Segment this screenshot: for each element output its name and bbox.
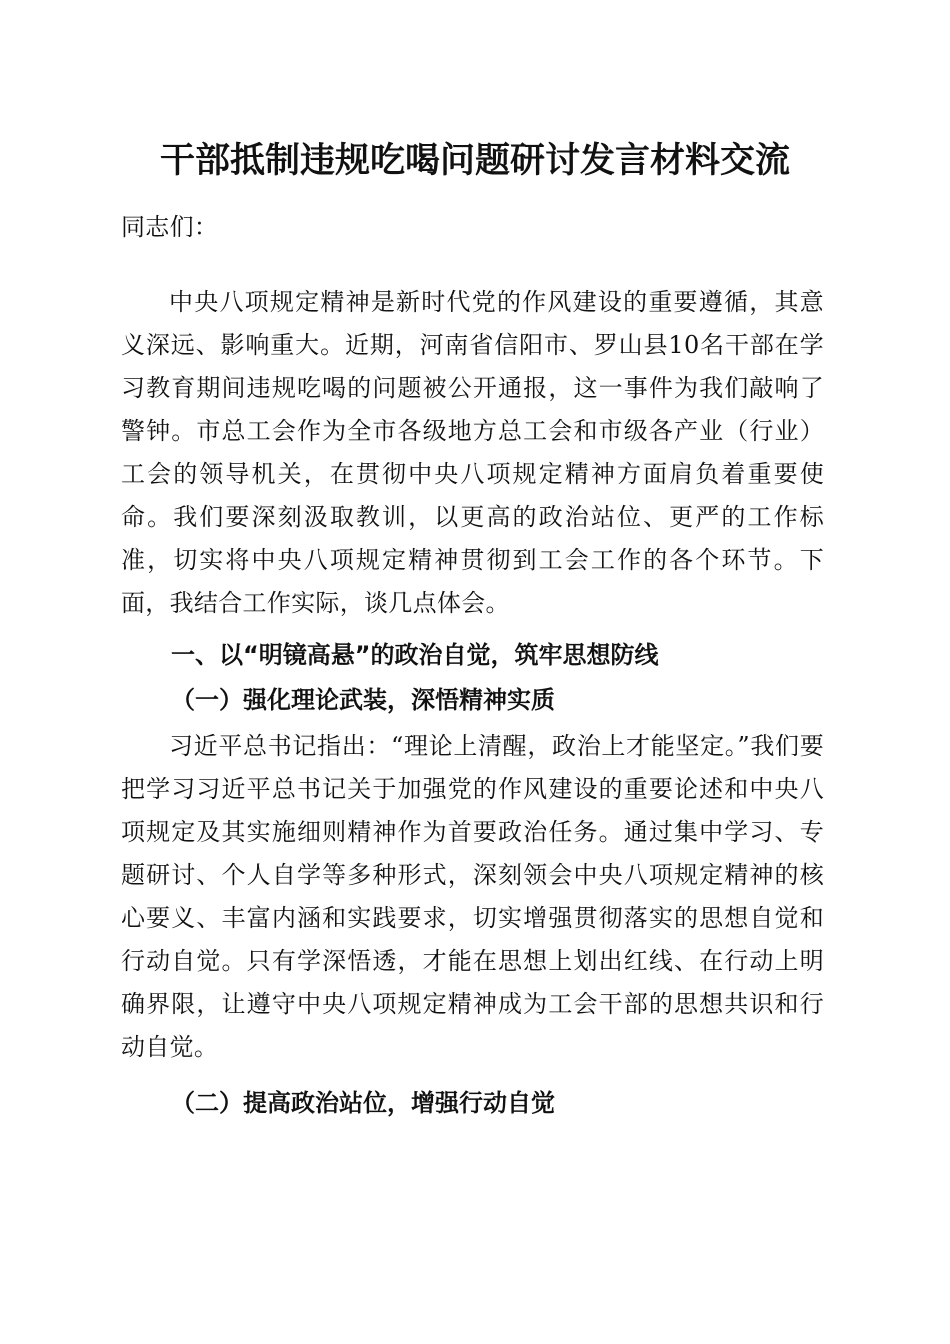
paragraph-intro: 中央八项规定精神是新时代党的作风建设的重要遵循，其意义深远、影响重大。近期，河南省信阳市、罗山县10名干部在学习教育期间违规吃喝的问题被公开通报，这一事件为我们敲响了警钟。市总工会作为全市各级地方总工会和市级各产业（行业）工会的领导机关，在贯彻中央八项规定精神方面肩负着重要使命。我们要深刻汲取教训，以更高的政治站位、更严的工作标准，切实将中央八项规定精神贯彻到工会工作的各个环节。下面，我结合工作实际，谈几点体会。 xyxy=(121,288,824,617)
subsection-heading-1: （一）强化理论武装，深悟精神实质 xyxy=(171,685,555,714)
section-heading-1: 一、以“明镜高悬”的政治自觉，筑牢思想防线 xyxy=(171,641,659,669)
document-title: 干部抵制违规吃喝问题研讨发言材料交流 xyxy=(159,140,790,181)
subsection-heading-2: （二）提高政治站位，增强行动自觉 xyxy=(171,1088,555,1117)
paragraph-theory: 习近平总书记指出：“理论上清醒，政治上才能坚定。”我们要把学习习近平总书记关于加强党的作风建设的重要论述和中央八项规定及其实施细则精神作为首要政治任务。通过集中学习、专题研讨、个人自学等多种形式，深刻领会中央八项规定精神的核心要义、丰富内涵和实践要求，切实增强贯彻落实的思想自觉和行动自觉。只有学深悟透，才能在思想上划出红线、在行动上明确界限，让遵守中央八项规定精神成为工会干部的思想共识和行动自觉。 xyxy=(121,732,824,1061)
salutation: 同志们： xyxy=(121,213,219,241)
